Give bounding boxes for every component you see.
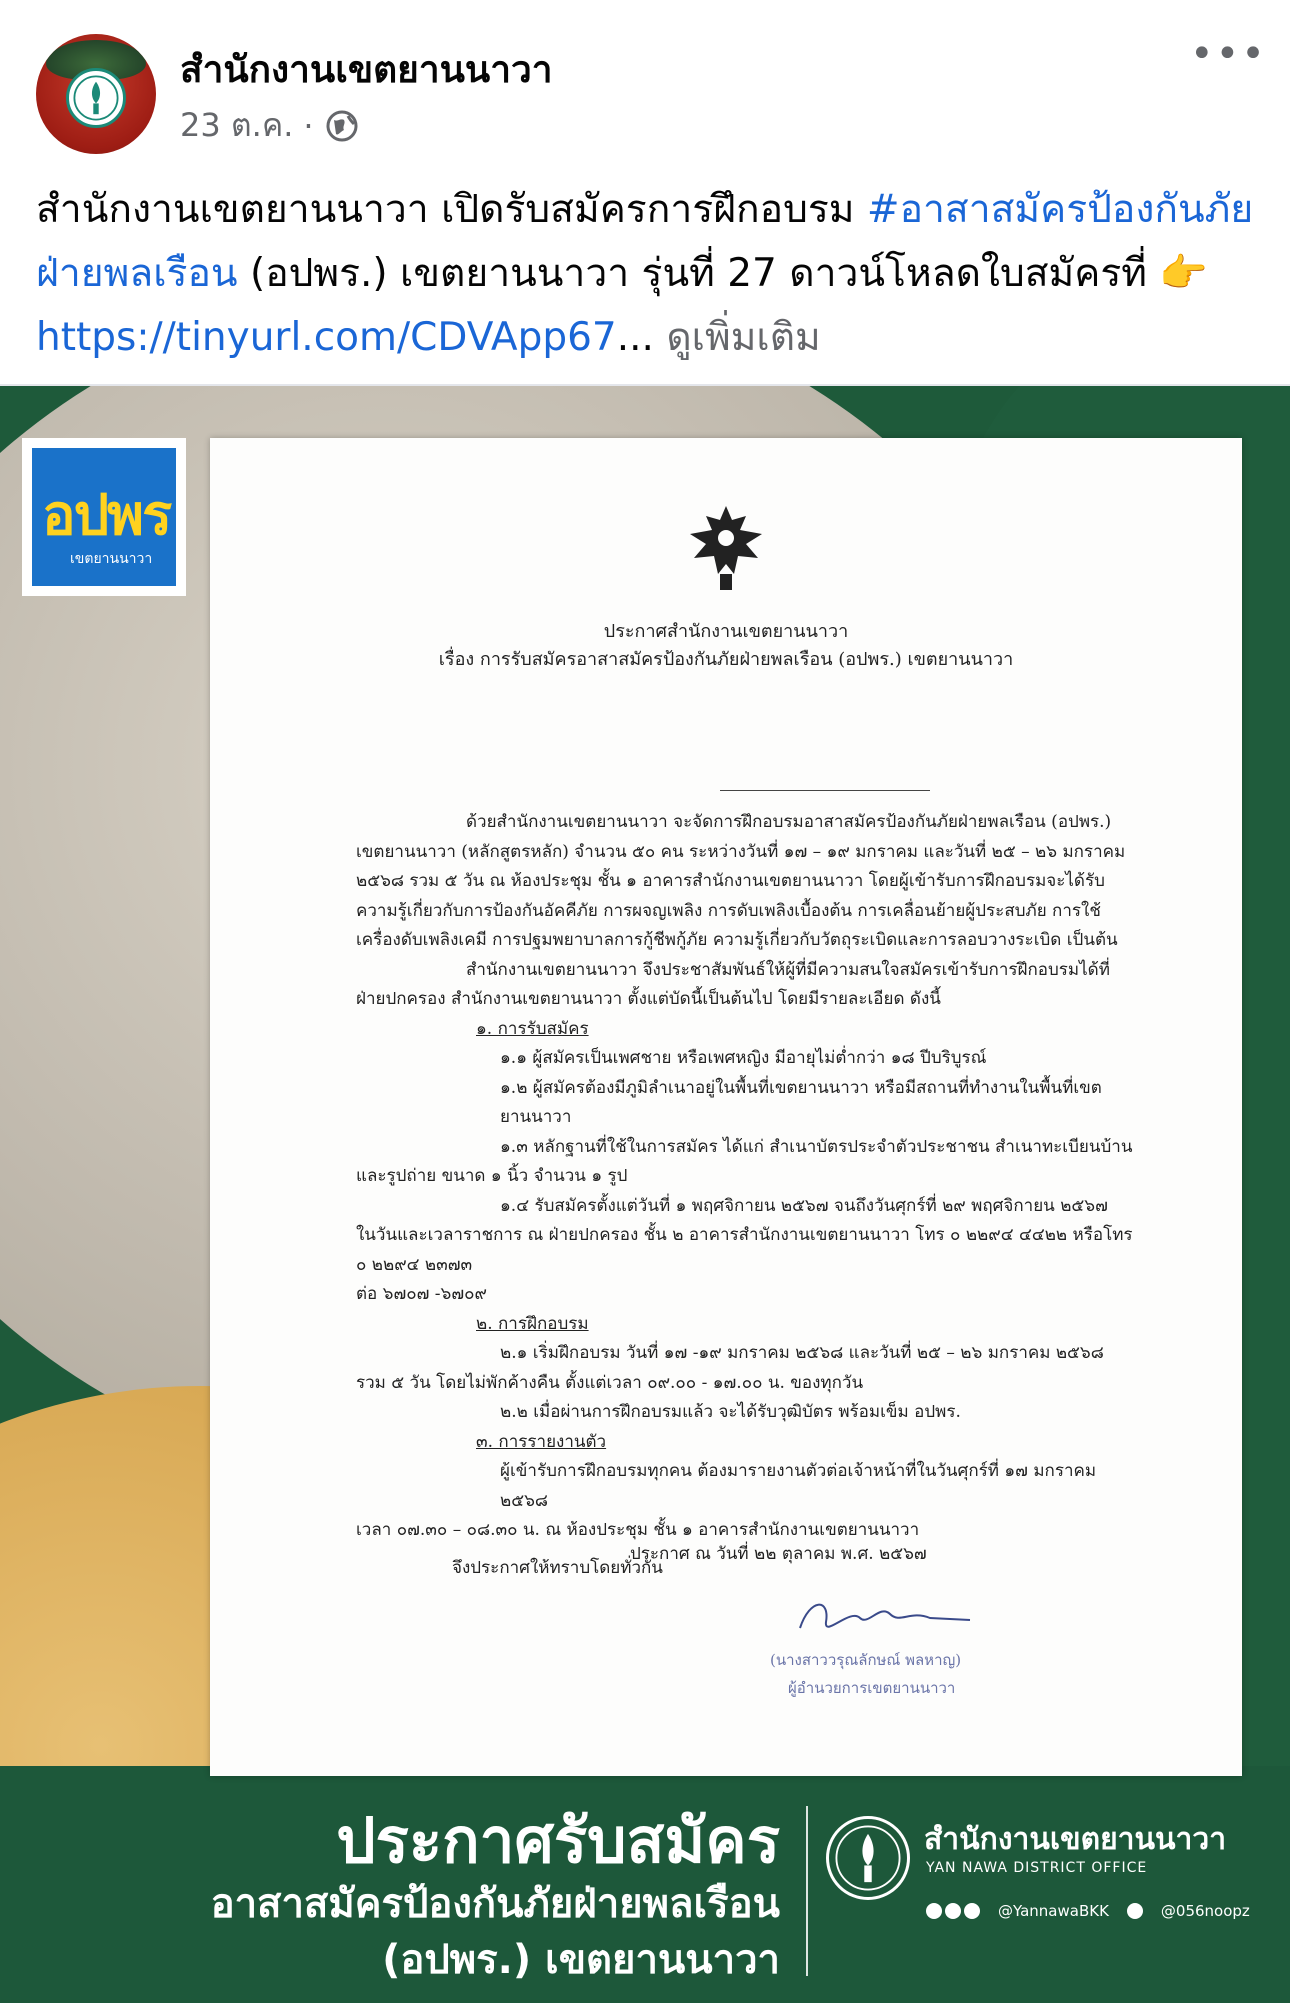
footer-office-name: สำนักงานเขตยานนาวา <box>924 1822 1227 1857</box>
page-avatar[interactable] <box>36 34 156 154</box>
document-line: ๑.๔ รับสมัครตั้งแต่วันที่ ๑ พฤศจิกายน ๒๕๖๗ จนถึงวันศุกร์ที่ ๒๙ พฤศจิกายน ๒๕๖๗ <box>500 1195 1108 1216</box>
application-form-link[interactable]: https://tinyurl.com/CDVApp67 <box>36 315 617 360</box>
post-image[interactable] <box>0 386 1290 2003</box>
footer-separator <box>806 1806 808 1976</box>
document-line: และรูปถ่าย ขนาด ๑ นิ้ว จำนวน ๑ รูป <box>356 1166 628 1186</box>
link-ellipsis: ... <box>616 315 654 360</box>
footer-social <box>926 1902 1250 1920</box>
post-text <box>36 178 1266 370</box>
announcement-document <box>210 438 1242 1776</box>
social-handle: @YannawaBKK <box>998 1902 1109 1920</box>
post-text-part1: สำนักงานเขตยานนาวา เปิดรับสมัครการฝึกอบรม <box>36 187 867 232</box>
footer-title-line1: ประกาศรับสมัคร <box>336 1804 780 1877</box>
opor-logo <box>22 438 186 596</box>
more-options-icon[interactable]: ••• <box>1190 31 1267 77</box>
document-line: ๑.๑ ผู้สมัครเป็นเพศชาย หรือเพศหญิง มีอายุไม่ต่ำกว่า ๑๘ ปีบริบูรณ์ <box>500 1048 987 1068</box>
meta-separator: · <box>303 106 314 145</box>
line-handle: @056noopz <box>1160 1902 1250 1920</box>
document-line: ผู้เข้ารับการฝึกอบรมทุกคน ต้องมารายงานตัวต่อเจ้าหน้าที่ในวันศุกร์ที่ ๑๗ มกราคม ๒๕๖๘ <box>500 1461 1097 1511</box>
signer-name: (นางสาววรุณลักษณ์ พลหาญ) <box>770 1651 962 1669</box>
hashtag-link[interactable]: #อาสาสมัครป้องกันภัยฝ่ายพลเรือน <box>36 187 1254 296</box>
document-line: รวม ๕ วัน โดยไม่พักค้างคืน ตั้งแต่เวลา ๐๙.๐๐ - ๑๗.๐๐ น. ของทุกวัน <box>356 1372 864 1393</box>
document-line: ต่อ ๖๗๐๗ -๖๗๐๙ <box>356 1284 487 1304</box>
footer-title-line3: (อปพร.) เขตยานนาวา <box>382 1937 780 1983</box>
logo-text: อปพร <box>42 483 171 548</box>
footer-office-name-en: YAN NAWA DISTRICT OFFICE <box>926 1860 1148 1876</box>
section-heading: ๓. การรายงานตัว <box>476 1431 607 1452</box>
garuda-emblem-icon <box>676 498 776 598</box>
signer-title: ผู้อำนวยการเขตยานนาวา <box>788 1679 956 1697</box>
district-seal-icon <box>826 1816 910 1900</box>
document-line: ในวันและเวลาราชการ ณ ฝ่ายปกครอง ชั้น ๒ อาคารสำนักงานเขตยานนาวา โทร ๐ ๒๒๙๔ ๔๔๒๒ หรือโทร ๐ ๒๒๙๔ ๒๓๗๓ <box>356 1225 1133 1275</box>
document-line: ๑.๓ หลักฐานที่ใช้ในการสมัคร ได้แก่ สำเนาบัตรประจำตัวประชาชน สำเนาทะเบียนบ้าน <box>500 1136 1133 1157</box>
document-line: ๒.๑ เริ่มฝึกอบรม วันที่ ๑๗ -๑๙ มกราคม ๒๕๖๘ และวันที่ ๒๕ – ๒๖ มกราคม ๒๕๖๘ <box>500 1343 1104 1363</box>
post-text-part2: (อปพร.) เขตยานนาวา รุ่นที่ 27 ดาวน์โหลดใบสมัครที่ 👉 <box>237 251 1208 296</box>
signature-mark <box>790 1588 980 1648</box>
social-icons <box>926 1903 980 1919</box>
page-name[interactable]: สำนักงานเขตยานนาวา <box>180 48 553 91</box>
document-rule <box>720 790 930 791</box>
globe-icon <box>324 108 360 144</box>
post-header <box>0 0 1290 150</box>
line-icon <box>1127 1903 1143 1919</box>
logo-subtitle: เขตยานนาวา <box>70 551 153 567</box>
document-paragraph: ด้วยสำนักงานเขตยานนาวา จะจัดการฝึกอบรมอาสาสมัครป้องกันภัยฝ่ายพลเรือน (อปพร.) เขตยานนาวา (หลักสูตรหลัก) จำนวน ๕๐ คน ระหว่างวันที่ ๑๗ – ๑๙ มกราคม และวันที่ ๒๕ – ๒๖ มกราคม ๒๕๖๘ รวม ๕ วัน ณ ห้องประชุม ชั้น ๑ อาคารสำนักงานเขตยานนาวา โดยผู้เข้ารับการฝึกอบรมจะได้รับความรู้เกี่ยวกับการป้องกันอัคคีภัย การผจญเพลิง การดับเพลิงเบื้องต้น การเคลื่อนย้ายผู้ประสบภัย การใช้เครื่องดับเพลิงเคมี การปฐมพยาบาลการกู้ชีพกู้ภัย ความรู้เกี่ยวกับวัตถุระเบิดและการลอบวางระเบิด เป็นต้น <box>356 812 1126 950</box>
see-more-button[interactable]: ดูเพิ่มเติม <box>666 315 821 360</box>
closing-line: จึงประกาศให้ทราบโดยทั่วกัน <box>452 1557 663 1578</box>
document-heading: ประกาศสำนักงานเขตยานนาวา <box>603 621 849 642</box>
document-subject: เรื่อง การรับสมัครอาสาสมัครป้องกันภัยฝ่ายพลเรือน (อปพร.) เขตยานนาวา <box>438 649 1014 670</box>
poster-footer-title <box>211 1806 780 1988</box>
section-heading: ๒. การฝึกอบรม <box>476 1313 589 1334</box>
document-body <box>356 808 1142 1583</box>
district-seal-icon <box>66 68 126 128</box>
document-line: ๒.๒ เมื่อผ่านการฝึกอบรมแล้ว จะได้รับวุฒิบัตร พร้อมเข็ม อปพร. <box>500 1402 961 1422</box>
post-meta <box>180 100 360 151</box>
footer-title-line2: อาสาสมัครป้องกันภัยฝ่ายพลเรือน <box>210 1881 780 1927</box>
document-line: ๑.๒ ผู้สมัครต้องมีภูมิลำเนาอยู่ในพื้นที่เขตยานนาวา หรือมีสถานที่ทำงานในพื้นที่เขตยานนาวา <box>500 1077 1102 1127</box>
announce-date: ประกาศ ณ วันที่ ๒๒ ตุลาคม พ.ศ. ๒๕๖๗ <box>630 1544 927 1564</box>
post-date[interactable]: 23 ต.ค. <box>180 106 294 144</box>
document-line: เวลา ๐๗.๓๐ – ๐๘.๓๐ น. ณ ห้องประชุม ชั้น ๑ อาคารสำนักงานเขตยานนาวา <box>356 1520 920 1540</box>
section-heading: ๑. การรับสมัคร <box>476 1018 589 1039</box>
document-paragraph: สำนักงานเขตยานนาวา จึงประชาสัมพันธ์ให้ผู้ที่มีความสนใจสมัครเข้ารับการฝึกอบรมได้ที่ ฝ่ายปกครอง สำนักงานเขตยานนาวา ตั้งแต่บัดนี้เป็นต้นไป โดยมีรายละเอียด ดังนี้ <box>356 959 1110 1009</box>
